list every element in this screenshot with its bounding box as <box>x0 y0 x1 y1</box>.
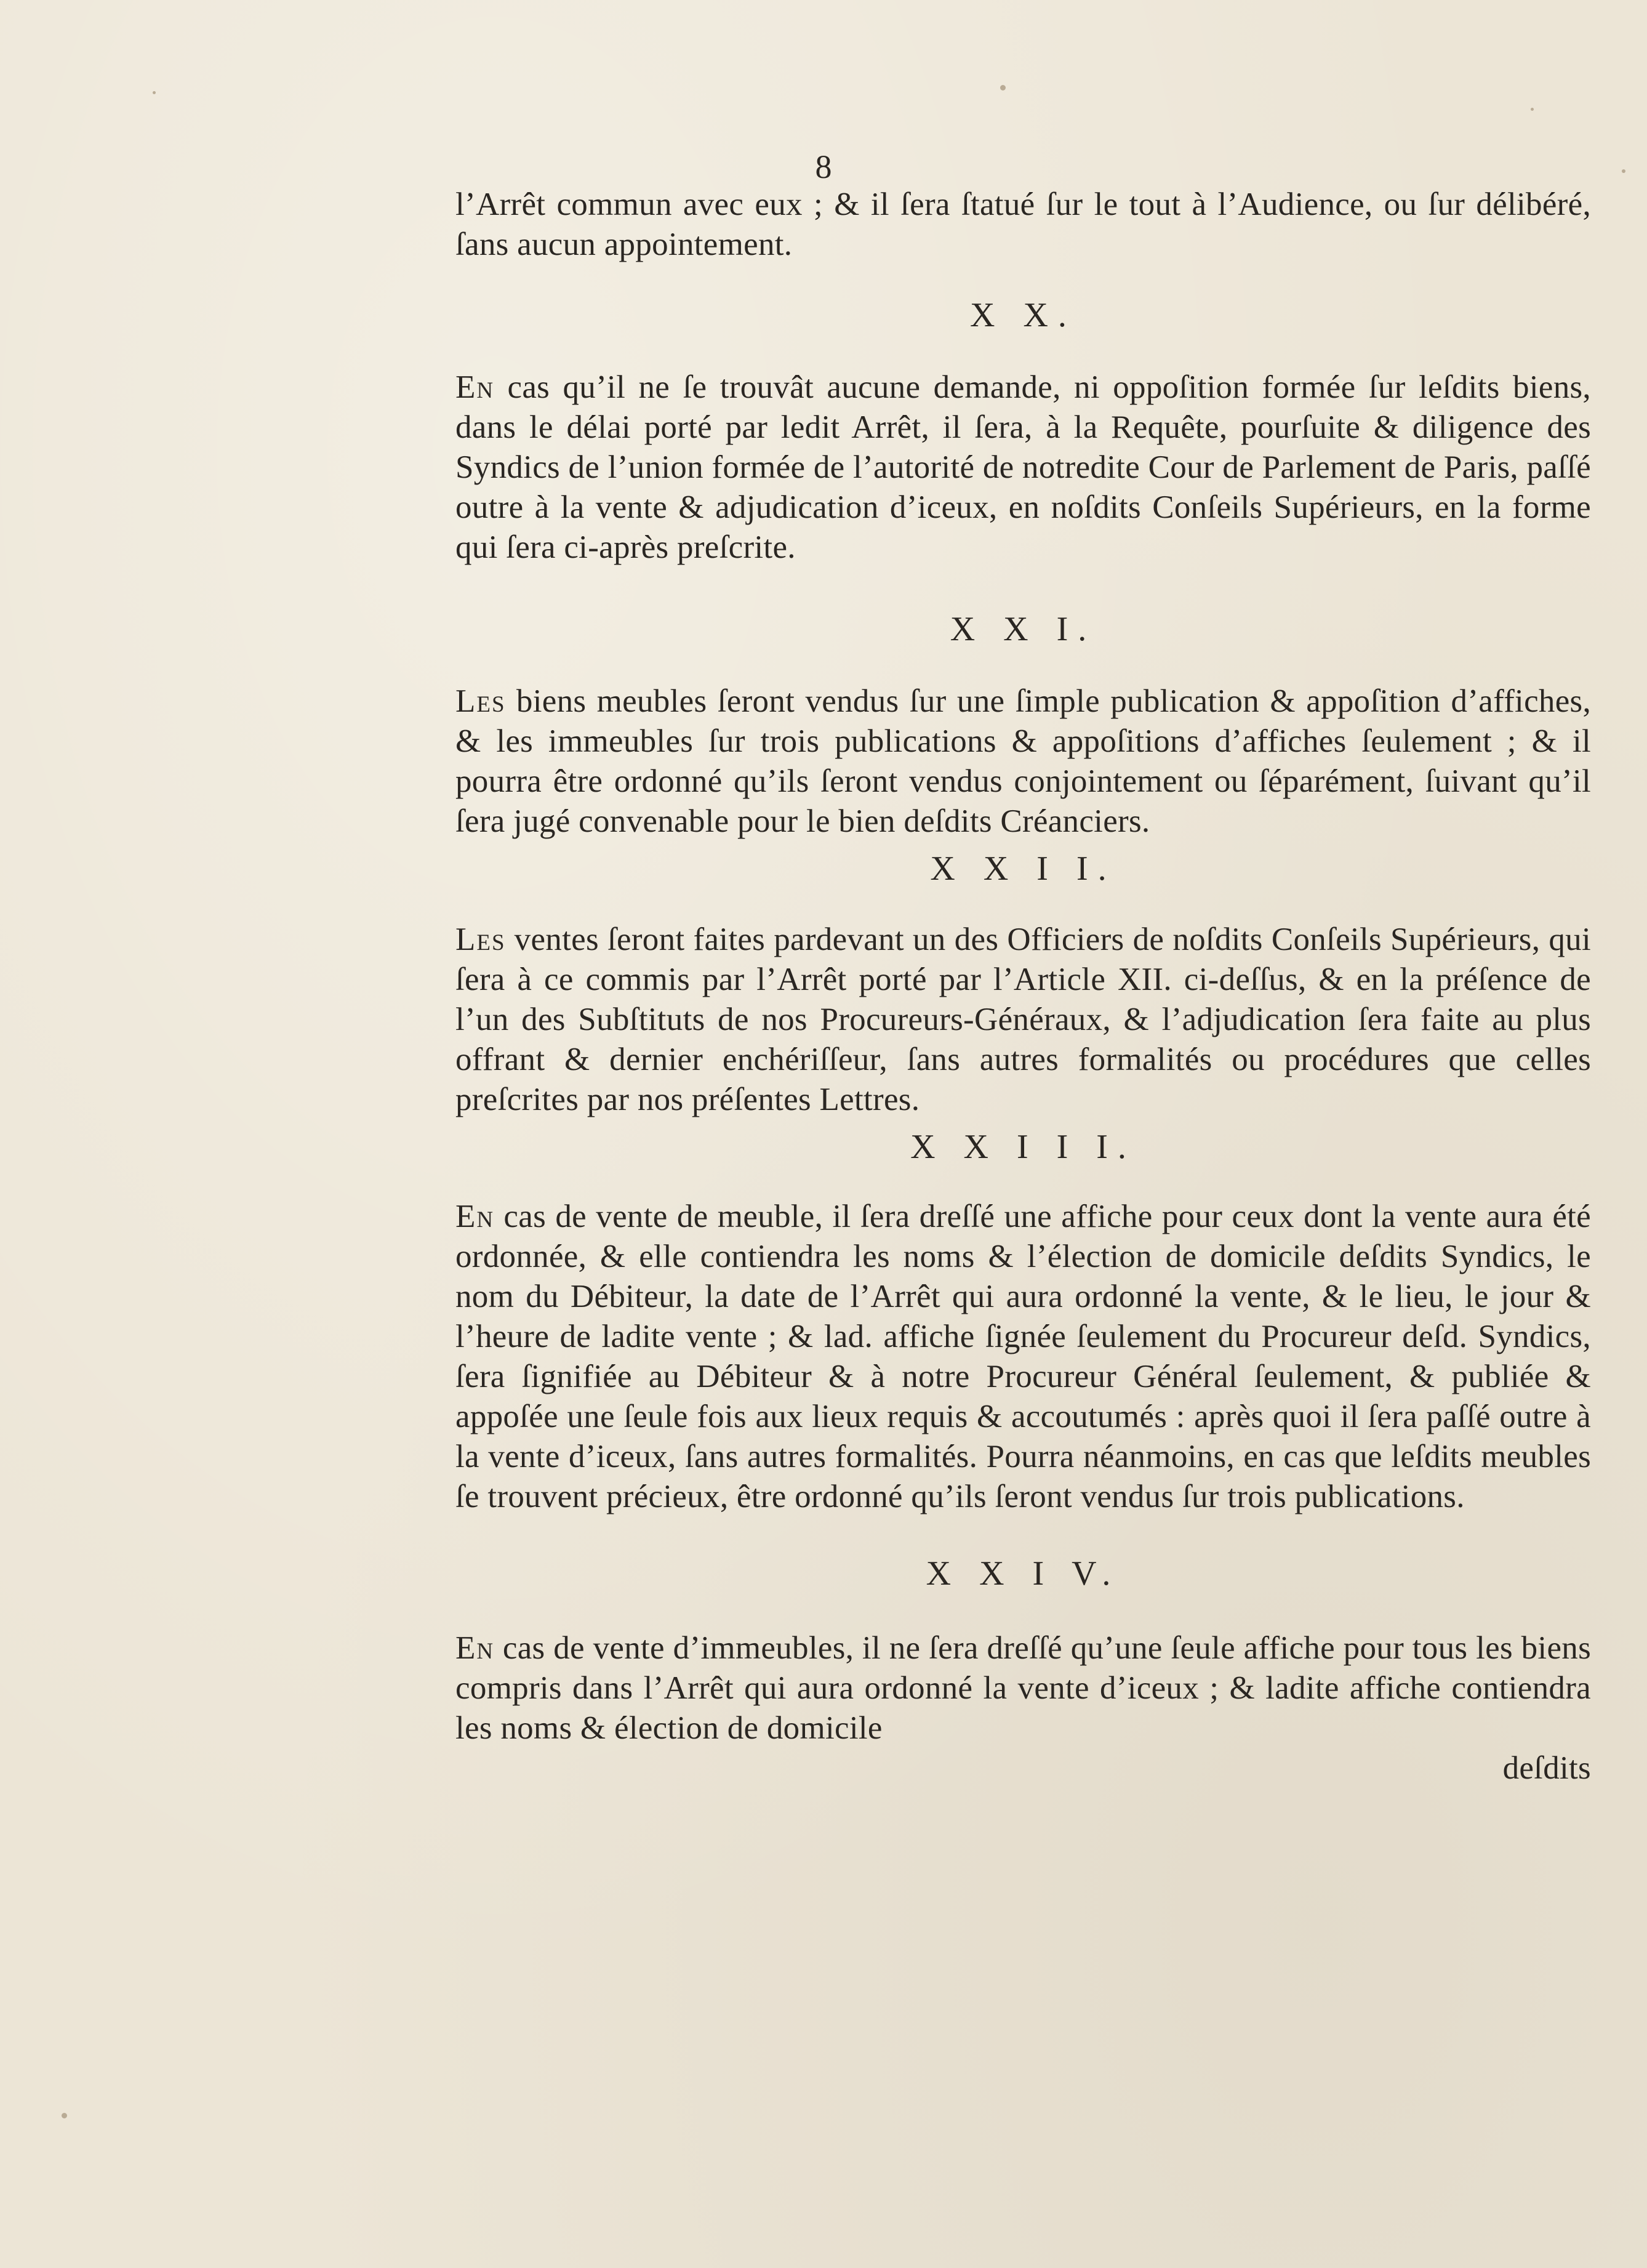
continuation-paragraph: l’Arrêt commun avec eux ; & il ſera ſtatué ſur le tout à l’Audience, ou ſur délibéré, ſans aucun appointement. <box>455 187 1591 262</box>
article-heading-xxiii: X X I I I. <box>910 1128 1136 1166</box>
article-paragraph-xx <box>455 368 1591 568</box>
article-paragraph-xxiv <box>455 1628 1591 1748</box>
paper-speck <box>62 2113 67 2118</box>
page-number: 8 <box>815 148 832 185</box>
article-text: cas de vente de meuble, il ſera dreſſé une affiche pour ceux dont la vente aura été ordonnée, & elle contiendra les noms & l’élection de domicile deſdits Syndics, le nom du Débiteur, la date de l’Arrêt qui aura ordonné la vente, & le lieu, le jour & l’heure de ladite vente ; & lad. affiche ſignée ſeulement du Procureur deſd. Syndics, ſera ſignifiée au Débiteur & à notre Procureur Général ſeulement, & publiée & appoſée une ſeule fois aux lieux requis & accoutumés : après quoi il ſera paſſé outre à la vente d’iceux, ſans autres formalités. Pourra néanmoins, en cas que leſdits meubles ſe trouvent précieux, être ordonné qu’ils ſeront vendus ſur trois publications. <box>455 1199 1591 1514</box>
body-text <box>455 185 1591 1788</box>
article-paragraph-xxii <box>455 920 1591 1120</box>
article-lead-word: Les <box>455 922 506 957</box>
article-text: ventes ſeront faites pardevant un des Officiers de noſdits Conſeils Supérieurs, qui ſera à ce commis par l’Arrêt porté par l’Article XII. ci-deſſus, & en la préſence de l’un des Subſtituts de nos Procureurs-Généraux, & l’adjudication ſera faite au plus offrant & dernier enchériſſeur, ſans autres formalités ou procédures que celles preſcrites par nos préſentes Lettres. <box>455 922 1591 1117</box>
catchword: deſdits <box>1502 1750 1591 1786</box>
paper-speck <box>153 91 156 94</box>
article-text: cas qu’il ne ſe trouvât aucune demande, ni oppoſition formée ſur leſdits biens, dans le délai porté par ledit Arrêt, il ſera, à la Requête, pourſuite & diligence des Syndics de l’union formée de l’autorité de notredite Cour de Parlement de Paris, paſſé outre à la vente & adjudication d’iceux, en noſdits Conſeils Supérieurs, en la forme qui ſera ci-après preſcrite. <box>455 369 1591 565</box>
article-paragraph-xxiii <box>455 1197 1591 1517</box>
paper-speck <box>1531 108 1534 111</box>
article-paragraph-xxi <box>455 682 1591 842</box>
article-text: cas de vente d’immeubles, il ne ſera dreſſé qu’une ſeule affiche pour tous les biens compris dans l’Arrêt qui aura ordonné la vente d’iceux ; & ladite affiche contiendra les noms & élection de domicile <box>455 1630 1591 1746</box>
article-lead-word: Les <box>455 683 506 719</box>
article-heading-xx: X X. <box>970 296 1076 334</box>
paper-speck <box>1000 85 1006 90</box>
article-lead-word: En <box>455 369 495 405</box>
article-text: biens meubles ſeront vendus ſur une ſimple publication & appoſition d’affiches, & les immeubles ſur trois publications & appoſitions d’affiches ſeulement ; & il pourra être ordonné qu’ils ſeront vendus conjointement ou ſéparément, ſuivant qu’il ſera jugé convenable pour le bien deſdits Créanciers. <box>455 683 1591 839</box>
article-heading-xxiv: X X I V. <box>926 1554 1121 1593</box>
article-lead-word: En <box>455 1199 495 1234</box>
article-heading-xxii: X X I I. <box>930 850 1116 888</box>
article-heading-xxi: X X I. <box>950 610 1097 648</box>
article-lead-word: En <box>455 1630 495 1666</box>
